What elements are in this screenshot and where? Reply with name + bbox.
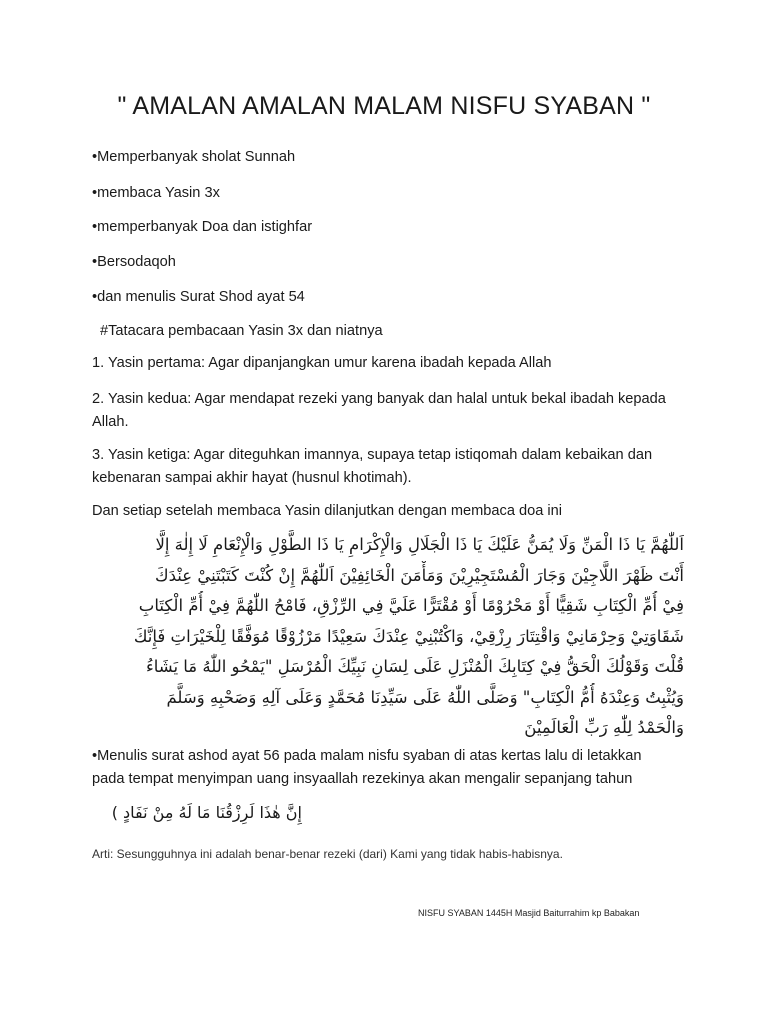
doa-line: أَنْتَ ظَهْرَ اللَّاجِيْنَ وَجَارَ الْمُسْتَجِيْرِيْنَ وَمَأْمَنَ الْخَائِفِيْنَ اَللّٰهُمَّ إِنْ كُنْتَ كَتَبْتَنِيْ عِنْدَكَ: [154, 565, 684, 585]
arti-translation: Arti: Sesungguhnya ini adalah benar-benar rezeki (dari) Kami yang tidak habis-habisnya.: [92, 847, 563, 861]
page-title: " AMALAN AMALAN MALAM NISFU SYABAN ": [117, 92, 651, 120]
doa-arabic-text: [88, 530, 684, 744]
doa-line: وَيُثْبِتُ وَعِنْدَهُ أُمُّ الْكِتَابِ" وَصَلَّى اللّٰهُ عَلَى سَيِّدِنَا مُحَمَّدٍ وَعَلَى آلِهِ وَصَحْبِهِ وَسَلَّمَ: [166, 687, 684, 707]
bullet-bersodaqoh: •Bersodaqoh: [92, 254, 176, 270]
bullet-membaca-yasin: •membaca Yasin 3x: [92, 185, 220, 201]
doa-line: فِيْ أُمِّ الْكِتَابِ شَقِيًّا أَوْ مَحْرُوْمًا أَوْ مُقْتَرًّا عَلَيَّ فِي الرِّزْقِ، فَامْحُ اللّٰهُمَّ فِيْ أُمِّ الْكِتَابِ: [138, 596, 684, 615]
bullet-doa-istighfar: •memperbanyak Doa dan istighfar: [92, 219, 313, 235]
footer-note: NISFU SYABAN 1445H Masjid Baiturrahim kp Babakan: [418, 908, 640, 918]
bullet-menulis-surat-shod: •dan menulis Surat Shod ayat 54: [92, 289, 305, 305]
yasin-ketiga: 3. Yasin ketiga: Agar diteguhkan imannya, supaya tetap istiqomah dalam kebaikan dan kebenaran sampai akhir hayat (husnul khotimah).: [92, 447, 653, 486]
yasin-kedua: 2. Yasin kedua: Agar mendapat rezeki yang banyak dan halal untuk bekal ibadah kepada Allah.: [92, 391, 666, 430]
menulis-surat-paragraph: •Menulis surat ashod ayat 56 pada malam nisfu syaban di atas kertas lalu di letakkan pada tempat menyimpan uang insyaallah rezekinya akan mengalir sepanjang tahun: [92, 748, 642, 787]
doa-line: وَالْحَمْدُ لِلّٰهِ رَبِّ الْعَالَمِيْنَ: [524, 718, 684, 737]
doa-intro: Dan setiap setelah membaca Yasin dilanjutkan dengan membaca doa ini: [92, 503, 562, 519]
doa-line: شَقَاوَتِيْ وَحِرْمَانِيْ وَاقْتِتَارَ رِزْقِيْ، وَاكْتُبْنِيْ عِنْدَكَ سَعِيْدًا مَرْزُوْقًا مُوَفَّقًا لِلْخَيْرَاتِ فَإِنَّكَ: [133, 626, 684, 646]
bullet-sholat-sunnah: •Memperbanyak sholat Sunnah: [92, 149, 296, 165]
doa-line: اَللّٰهُمَّ يَا ذَا الْمَنِّ وَلَا يُمَنُّ عَلَيْكَ يَا ذَا الْجَلَالِ وَالْإِكْرَامِ يَا ذَا الطَّوْلِ وَالْإِنْعَامِ لَا إِلٰهَ إِلَّا: [155, 535, 684, 554]
yasin-pertama: 1. Yasin pertama: Agar dipanjangkan umur karena ibadah kepada Allah: [92, 355, 552, 371]
tatacara-heading: #Tatacara pembacaan Yasin 3x dan niatnya: [100, 323, 383, 339]
doa-line: قُلْتَ وَقَوْلُكَ الْحَقُّ فِيْ كِتَابِكَ الْمُنْزَلِ عَلَى لِسَانِ نَبِيِّكَ الْمُرْسَلِ "يَمْحُو اللّٰهُ مَا يَشَاءُ: [145, 657, 684, 676]
ayat-arabic-text: إِنَّ هٰذَا لَرِزْقُنَا مَا لَهُ مِنْ نَفَادٍ ): [111, 803, 302, 822]
